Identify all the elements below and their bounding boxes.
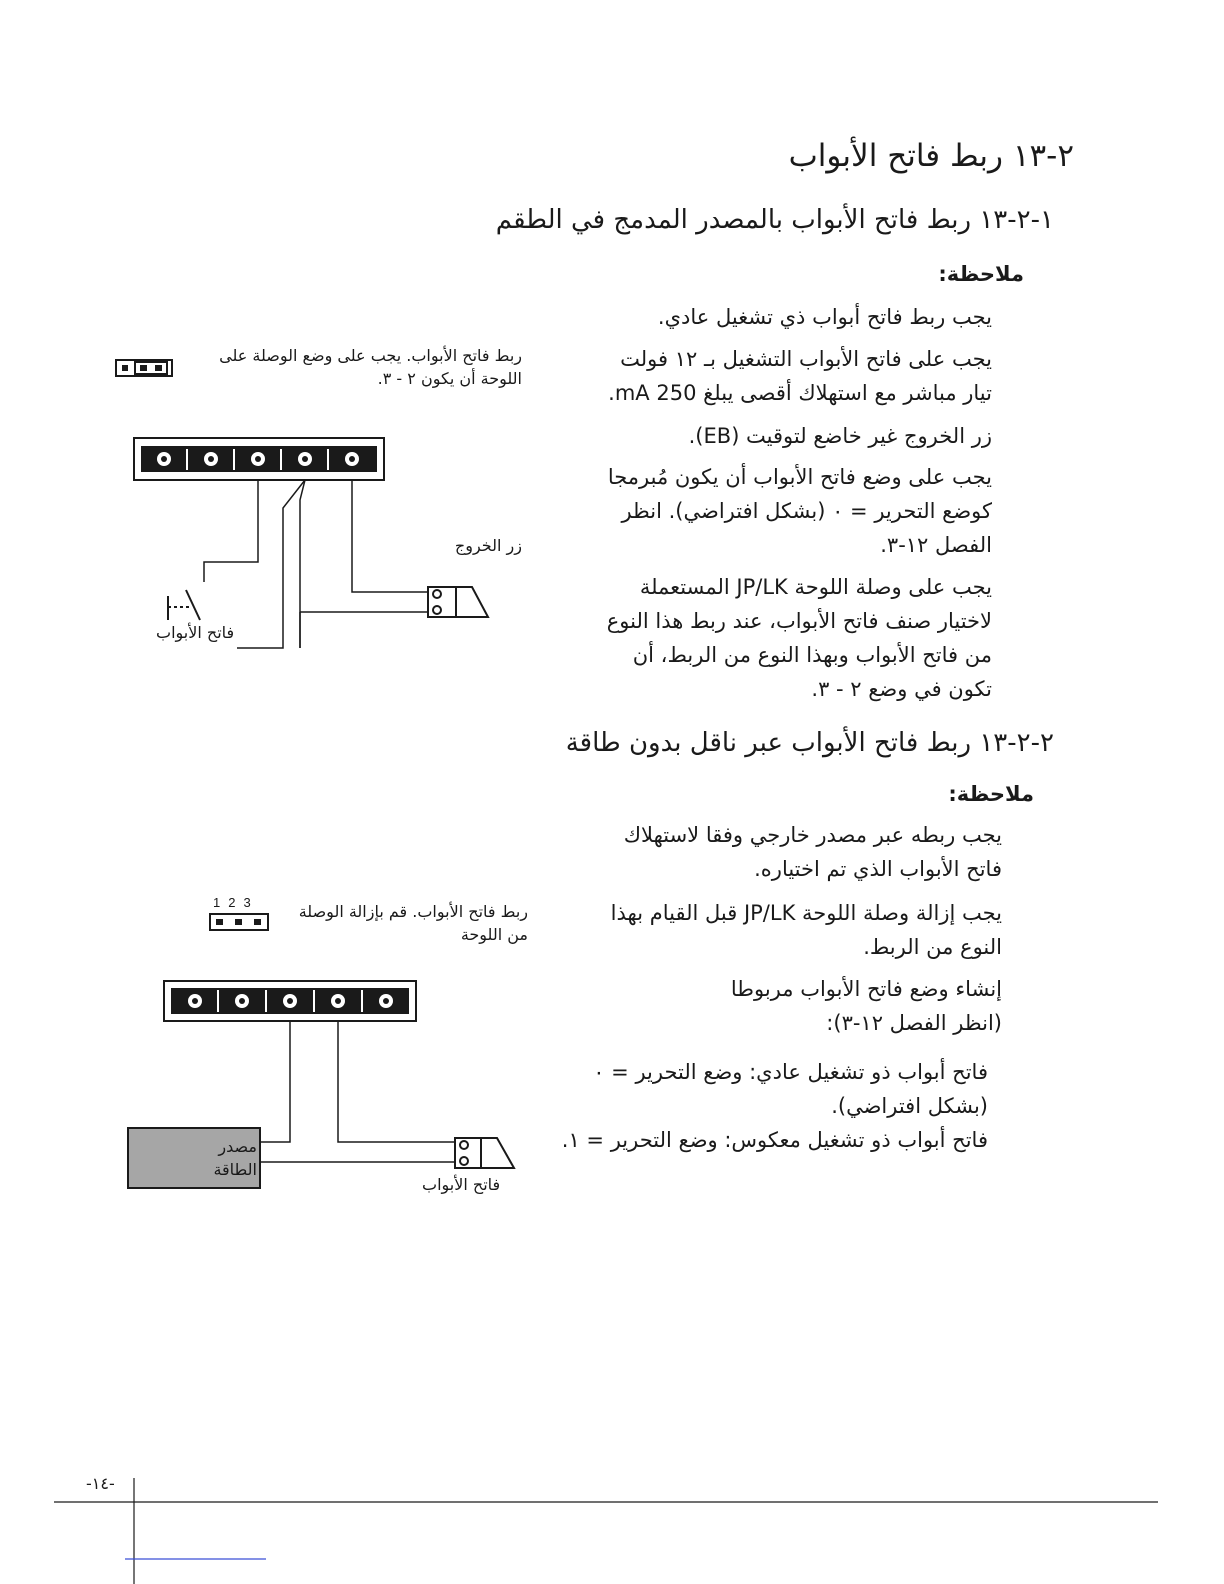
jumper-note-2: ربط فاتح الأبواب. قم بإزالة الوصلة من اللوحة <box>298 902 528 944</box>
wires-1 <box>204 480 428 648</box>
door-opener-label-2: فاتح الأبواب <box>422 1175 501 1194</box>
paragraph-2-1: يجب ربطه عبر مصدر خارجي وفقا لاستهلاك فاتح الأبواب الذي تم اختياره. <box>623 823 1002 881</box>
jumper-icon-1 <box>116 360 172 376</box>
door-opener-label-1: فاتح الأبواب <box>156 623 235 642</box>
paragraph-2-3: إنشاء وضع فاتح الأبواب مربوطا (انظر الفصل ١٢-٣): <box>730 977 1002 1035</box>
list-item-inverted: فاتح أبواب ذو تشغيل معكوس: وضع التحرير = ١. <box>561 1128 988 1152</box>
jumper-icon-2 <box>210 914 268 930</box>
paragraph-2-2: يجب إزالة وصلة اللوحة JP/LK قبل القيام بهذا النوع من الربط. <box>610 901 1002 959</box>
paragraph-1-2: يجب على فاتح الأبواب التشغيل بـ ١٢ فولت تيار مباشر مع استهلاك أقصى يبلغ 250 mA. <box>608 347 992 405</box>
jumper-note-1: ربط فاتح الأبواب. يجب على وضع الوصلة على اللوحة أن يكون ٢ - ٣. <box>219 346 522 388</box>
jumper-pin-3: 3 <box>243 895 259 910</box>
list-item-normal: فاتح أبواب ذو تشغيل عادي: وضع التحرير = ٠ (بشكل افتراضي). <box>593 1060 988 1118</box>
exit-button-label: زر الخروج <box>454 536 522 555</box>
paragraph-1-4: يجب على وضع فاتح الأبواب أن يكون مُبرمجا كوضع التحرير = ٠ (بشكل افتراضي). انظر الفصل ١٢-٣. <box>607 465 992 557</box>
terminal-block-1 <box>134 438 384 480</box>
subsection-1-title: ١-٢-١٣ ربط فاتح الأبواب بالمصدر المدمج في الطقم <box>495 205 1054 235</box>
section-title: ٢-١٣ ربط فاتح الأبواب <box>788 138 1074 174</box>
jumper-pin-1: 1 <box>213 895 229 910</box>
paragraph-1-1: يجب ربط فاتح أبواب ذي تشغيل عادي. <box>657 305 992 329</box>
paragraph-1-5: يجب على وصلة اللوحة JP/LK المستعملة لاختيار صنف فاتح الأبواب، عند ربط هذا النوع من فاتح الأبواب وبهذا النوع من الربط، أن تكون في وضع ٢ - ٣. <box>606 575 992 701</box>
exit-switch-icon <box>168 590 200 620</box>
jumper-pin-2: 2 <box>228 895 244 910</box>
paragraph-1-3: زر الخروج غير خاضع لتوقيت (EB). <box>688 424 992 448</box>
door-opener-icon-2 <box>455 1138 514 1168</box>
note-label-2: ملاحظة: <box>948 782 1034 806</box>
wires-2 <box>260 1021 455 1162</box>
power-source-label: مصدر الطاقة <box>213 1137 257 1179</box>
subsection-2-title: ٢-٢-١٣ ربط فاتح الأبواب عبر ناقل بدون طاقة <box>565 728 1054 758</box>
page-number: -١٤- <box>86 1474 115 1493</box>
door-opener-icon-1 <box>428 587 488 617</box>
terminal-block-2 <box>164 981 416 1021</box>
note-label-1: ملاحظة: <box>938 262 1024 286</box>
jumper-pin-numbers <box>213 895 259 910</box>
